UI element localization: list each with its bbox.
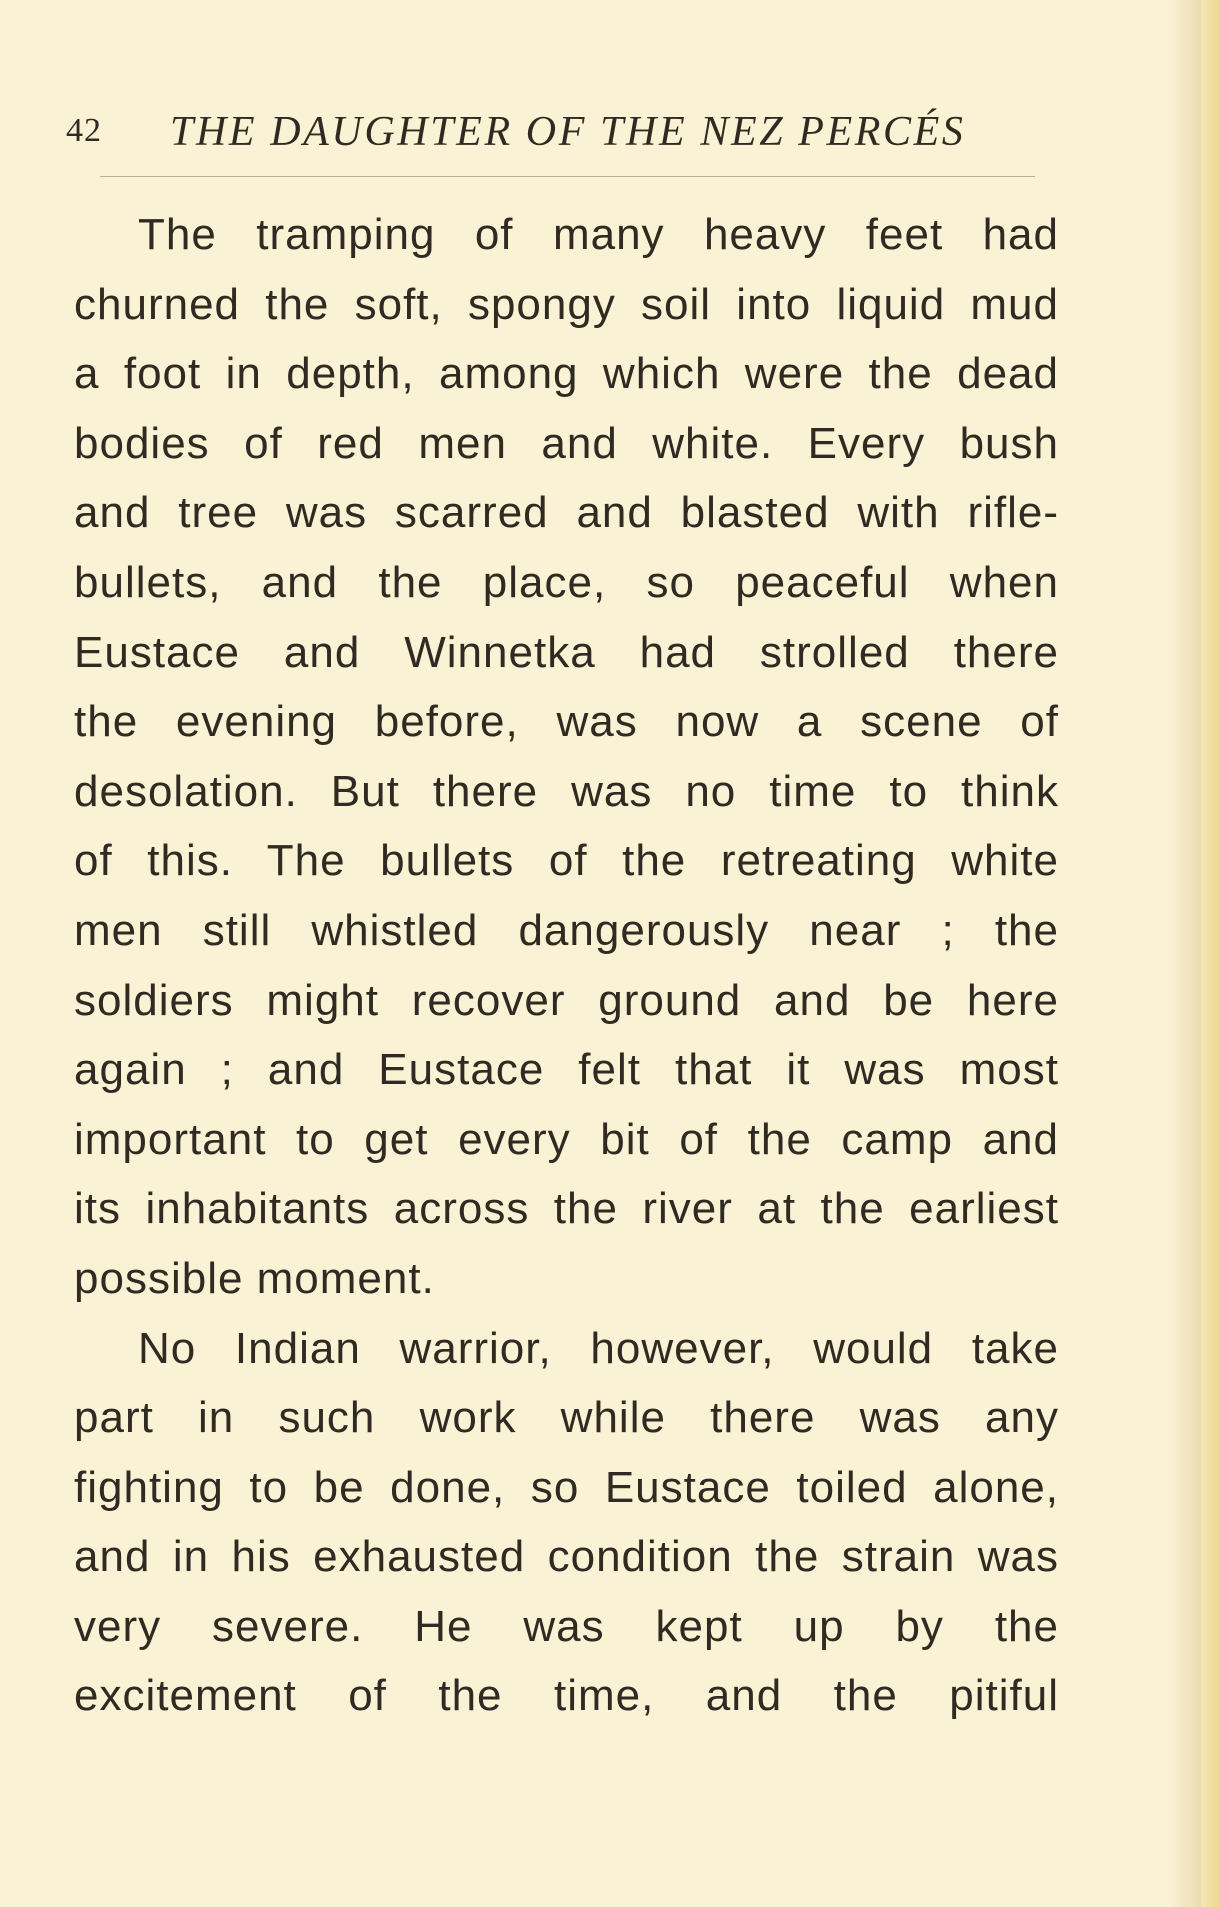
text-line: Eustace and Winnetka had strolled there xyxy=(74,627,1059,677)
text-line: the evening before, was now a scene of xyxy=(74,697,1059,747)
running-header xyxy=(66,108,986,158)
text-line: its inhabitants across the river at the earliest xyxy=(74,1184,1059,1234)
text-line: soldiers might recover ground and be here xyxy=(74,975,1059,1025)
text-line: and in his exhausted condition the strain was xyxy=(74,1532,1059,1582)
text-line: important to get every bit of the camp and xyxy=(74,1114,1059,1164)
running-title: THE DAUGHTER OF THE NEZ PERCÉS xyxy=(170,109,966,155)
header-rule xyxy=(100,176,1035,177)
text-line: bodies of red men and white. Every bush xyxy=(74,418,1059,468)
text-line: of this. The bullets of the retreating white xyxy=(74,836,1059,886)
text-line: and tree was scarred and blasted with rifle- xyxy=(74,488,1059,538)
page-edge-shadow xyxy=(1201,0,1219,1907)
text-line: No Indian warrior, however, would take xyxy=(138,1323,1059,1373)
text-line: excitement of the time, and the pitiful xyxy=(74,1671,1059,1721)
text-line: desolation. But there was no time to think xyxy=(74,766,1059,816)
text-line: possible moment. xyxy=(74,1253,435,1303)
page-number: 42 xyxy=(66,112,102,149)
text-line: very severe. He was kept up by the xyxy=(74,1601,1059,1651)
text-line: part in such work while there was any xyxy=(74,1393,1059,1443)
text-line: again ; and Eustace felt that it was most xyxy=(74,1045,1059,1095)
text-line: a foot in depth, among which were the dead xyxy=(74,349,1059,399)
text-line: bullets, and the place, so peaceful when xyxy=(74,557,1059,607)
text-line: The tramping of many heavy feet had xyxy=(138,210,1059,259)
text-line: churned the soft, spongy soil into liquid mud xyxy=(74,279,1059,329)
text-line: fighting to be done, so Eustace toiled alone, xyxy=(74,1462,1059,1512)
text-line: men still whistled dangerously near ; the xyxy=(74,905,1059,955)
body-text xyxy=(74,200,1059,1731)
